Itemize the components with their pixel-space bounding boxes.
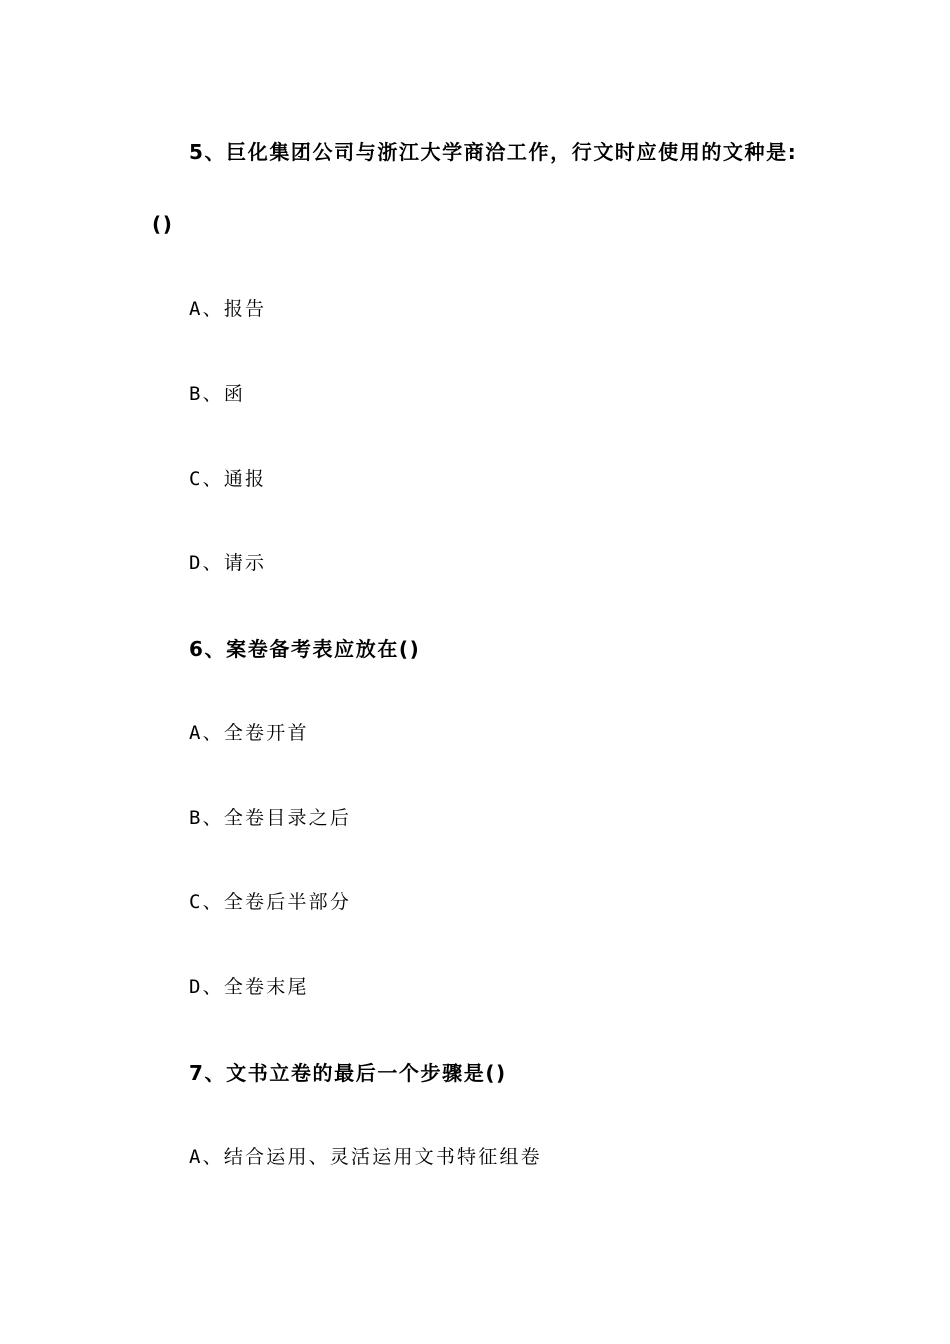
question-6-option-c: C、全卷后半部分: [189, 891, 352, 913]
question-5-stem: 5、巨化集团公司与浙江大学商洽工作，行文时应使用的文种是:: [189, 140, 798, 164]
question-5-stem-continuation: (): [152, 212, 174, 236]
question-5-option-b: B、函: [189, 383, 246, 405]
question-6-option-d: D、全卷末尾: [189, 976, 309, 998]
question-7-stem: 7、文书立卷的最后一个步骤是(): [189, 1061, 507, 1085]
question-6-stem: 6、案卷备考表应放在(): [189, 637, 421, 661]
question-5-option-d: D、请示: [189, 552, 267, 574]
question-7-option-a: A、结合运用、灵活运用文书特征组卷: [189, 1146, 542, 1168]
question-6-option-b: B、全卷目录之后: [189, 807, 352, 829]
question-6-option-a: A、全卷开首: [189, 722, 309, 744]
question-5-option-c: C、通报: [189, 468, 267, 490]
question-5-option-a: A、报告: [189, 298, 267, 320]
